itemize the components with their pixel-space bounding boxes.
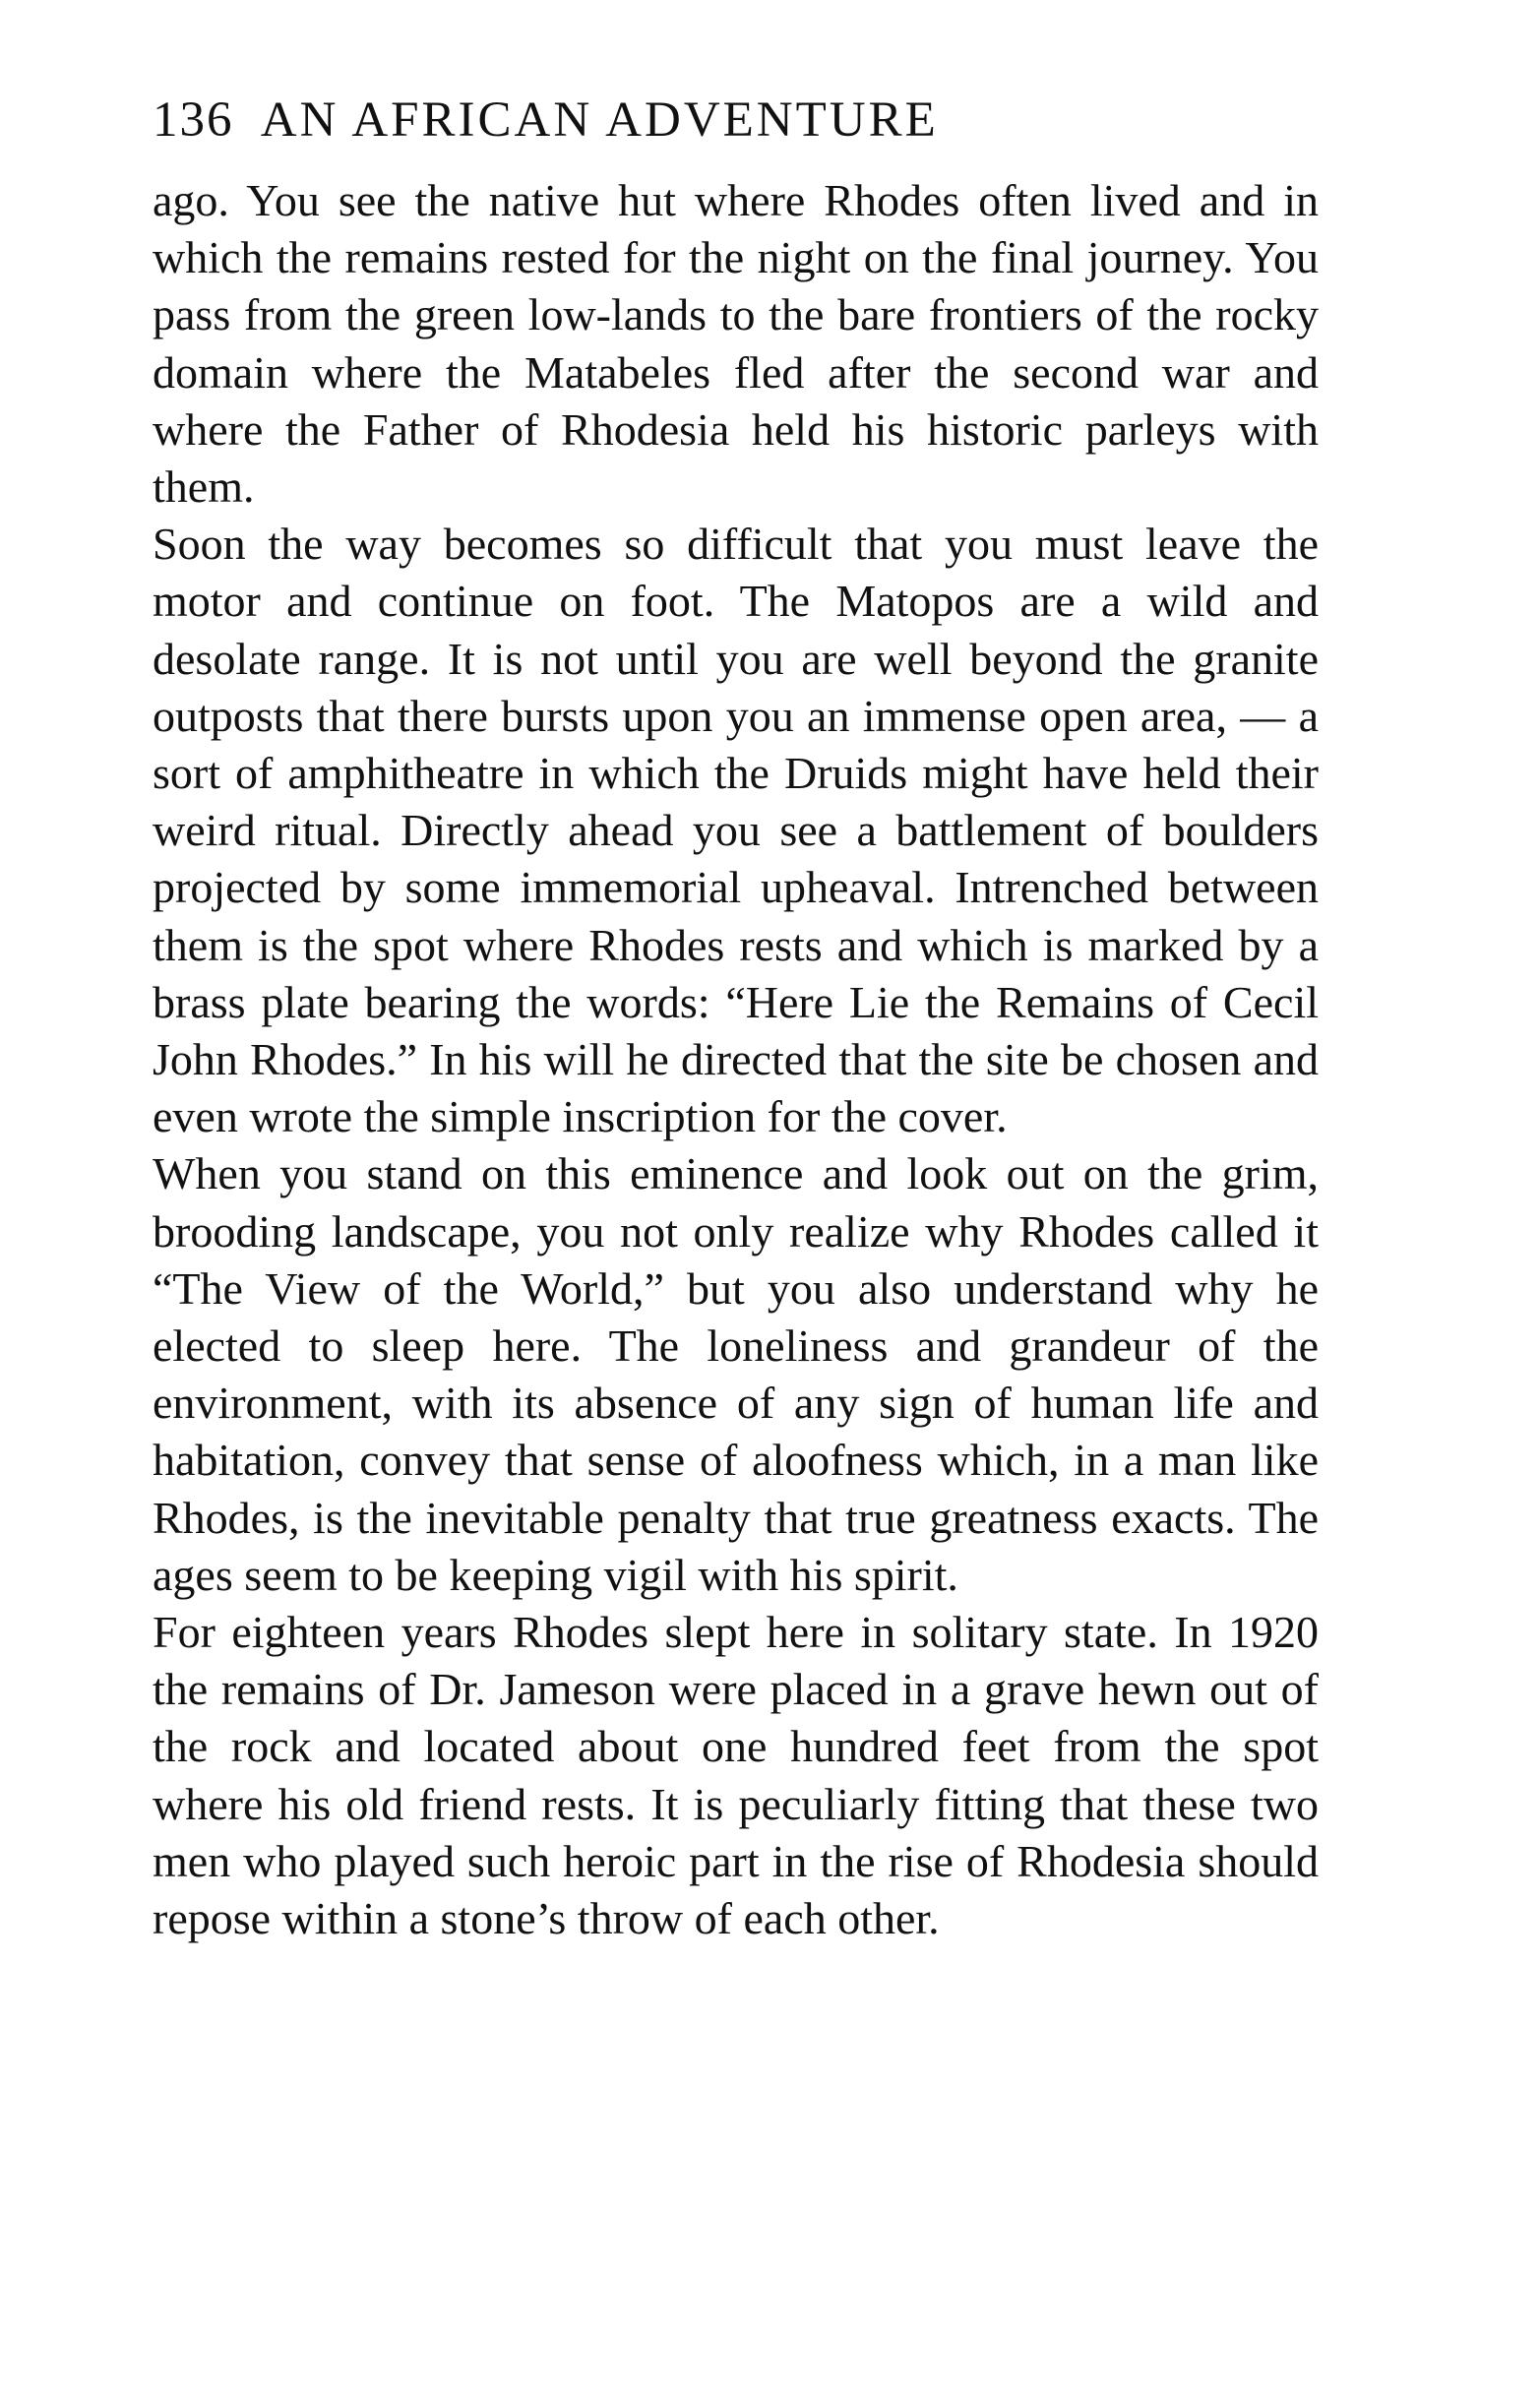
paragraph-1: ago. You see the native hut where Rhodes often lived and in which the remains rested for the night on the final journey. You pass from the green low-lands to the bare frontiers of the rocky domain where the Matabeles fled after the second war and where the Father of Rhodesia held his historic parleys with them. [153, 175, 1319, 513]
paragraph-3: When you stand on this eminence and look out on the grim, brooding landscape, you not only realize why Rhodes called it “The View of the World,” but you also understand why he elected to sleep here. The loneliness and grandeur of the environment, with its absence of any sign of human life and habitation, convey that sense of aloofness which, in a man like Rhodes, is the inevitable penalty that true greatness exacts. The ages seem to be keeping vigil with his spirit. [153, 1148, 1319, 1600]
page-header [153, 81, 1324, 159]
running-title: AN AFRICAN ADVENTURE [260, 92, 939, 148]
paragraph-2: Soon the way becomes so difficult that you must leave the motor and continue on foot. The Matopos are a wild and desolate range. It is not until you are well beyond the granite outposts that there bursts upon you an immense open area, — a sort of amphitheatre in which the Druids might have held their weird ritual. Directly ahead you see a battlement of boulders projected by some immemorial upheaval. Intrenched between them is the spot where Rhodes rests and which is marked by a brass plate bearing the words: “Here Lie the Remains of Cecil John Rhodes.” In his will he directed that the site be chosen and even wrote the simple inscription for the cover. [153, 519, 1319, 1142]
paragraph-4: For eighteen years Rhodes slept here in solitary state. In 1920 the remains of Dr. Jameson were placed in a grave hewn out of the rock and located about one hundred feet from the spot where his old friend rests. It is peculiarly fitting that these two men who played such heroic part in the rise of Rhodesia should repose within a stone’s throw of each other. [153, 1607, 1319, 1944]
page-number: 136 [153, 92, 234, 148]
body-text [153, 172, 1319, 1947]
